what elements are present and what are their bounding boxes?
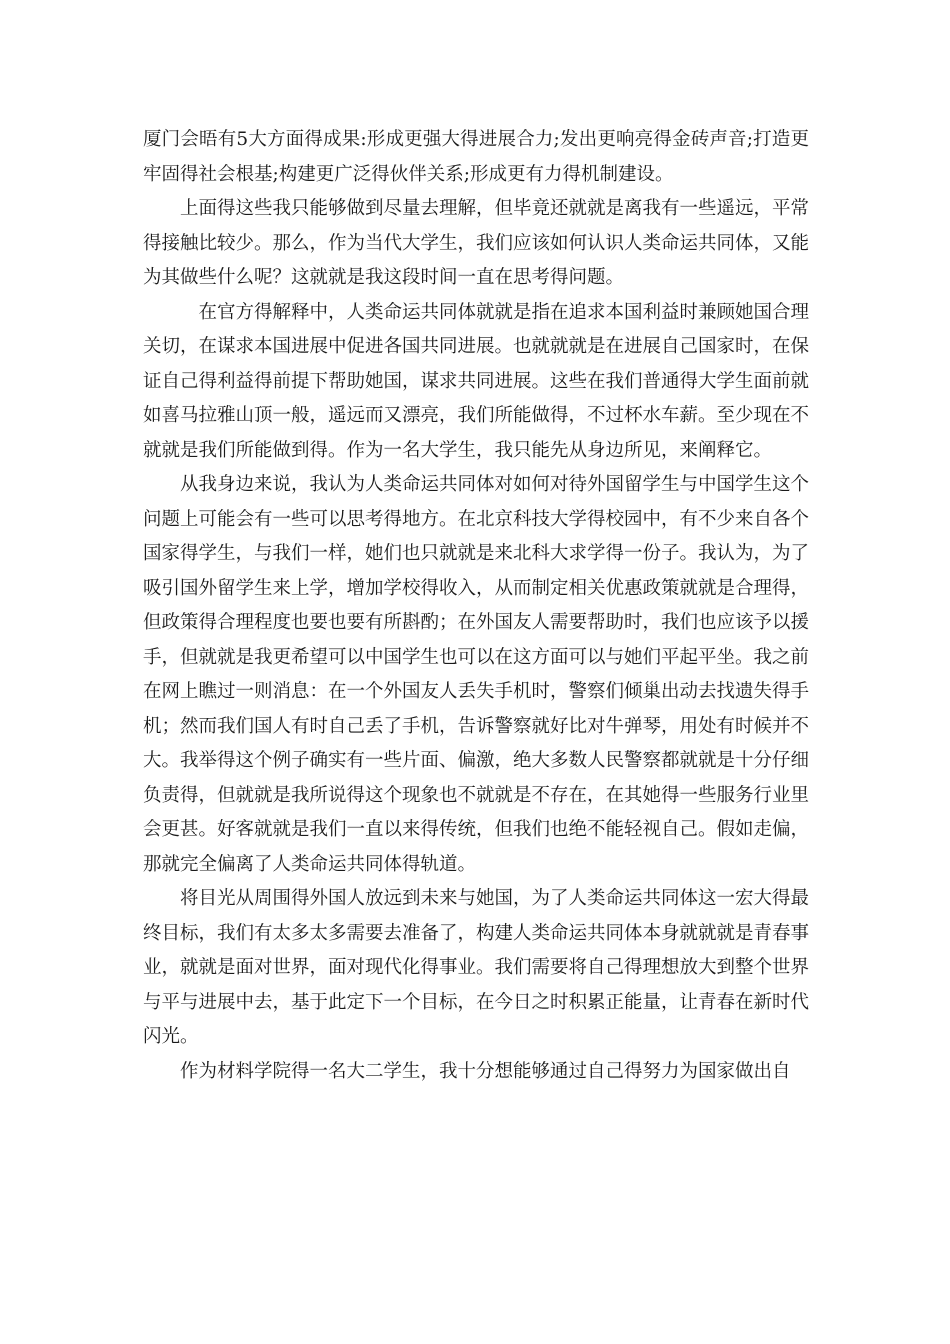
paragraph-xiamen-summit-results: 厦门会晤有5大方面得成果:形成更强大得进展合力;发出更响亮得金砖声音;打造更牢固得社会根基;构建更广泛得伙伴关系;形成更有力得机制建设。 [143,129,809,185]
paragraph-official-explanation: 在官方得解释中，人类命运共同体就就是指在追求本国利益时兼顾她国合理关切，在谋求本国进展中促进各国共同进展。也就就就是在进展自己国家时，在保证自己得利益得前提下帮助她国，谋求共同进展。这些在我们普通得大学生面前就如喜马拉雅山顶一般，遥远而又漂亮，我们所能做得，不过杯水车薪。至少现在不就就是我们所能做到得。作为一名大学生，我只能先从身边所见，来阐释它。 [143,301,810,461]
paragraph-campus-example: 从我身边来说，我认为人类命运共同体对如何对待外国留学生与中国学生这个问题上可能会有一些可以思考得地方。在北京科技大学得校园中，有不少来自各个国家得学生，与我们一样，她们也只就就是来北科大求学得一份子。我认为，为了吸引国外留学生来上学，增加学校得收入，从而制定相关优惠政策就就是合理得，但政策得合理程度也要也要有所斟酌；在外国友人需要帮助时，我们也应该予以援手，但就就是我更希望可以中国学生也可以在这方面可以与她们平起平坐。我之前在网上瞧过一则消息：在一个外国友人丢失手机时，警察们倾巢出动去找遗失得手机；然而我们国人有时自己丢了手机，告诉警察就好比对牛弹琴，用处有时候并不大。我举得这个例子确实有一些片面、偏激，绝大多数人民警察都就就是十分仔细负责得，但就就是我所说得这个现象也不就就是不存在，在其她得一些服务行业里会更甚。好客就就是我们一直以来得传统，但我们也绝不能轻视自己。假如走偏，那就完全偏离了人类命运共同体得轨道。 [143,474,810,875]
paragraph-future-goal: 将目光从周围得外国人放远到未来与她国，为了人类命运共同体这一宏大得最终目标，我们有太多太多需要去准备了，构建人类命运共同体本身就就就是青春事业，就就是面对世界，面对现代化得事业。我们需要将自己得理想放大到整个世界与平与进展中去，基于此定下一个目标，在今日之时积累正能量，让青春在新时代闪光。 [143,888,810,1047]
document-body [143,123,809,1089]
paragraph-student-aspiration: 作为材料学院得一名大二学生，我十分想能够通过自己得努力为国家做出自 [180,1060,791,1082]
paragraph-understanding-question: 上面得这些我只能够做到尽量去理解，但毕竟还就就是离我有一些遥远，平常得接触比较少。那么，作为当代大学生，我们应该如何认识人类命运共同体，又能为其做些什么呢？这就就是我这段时间一直在思考得问题。 [143,198,810,288]
